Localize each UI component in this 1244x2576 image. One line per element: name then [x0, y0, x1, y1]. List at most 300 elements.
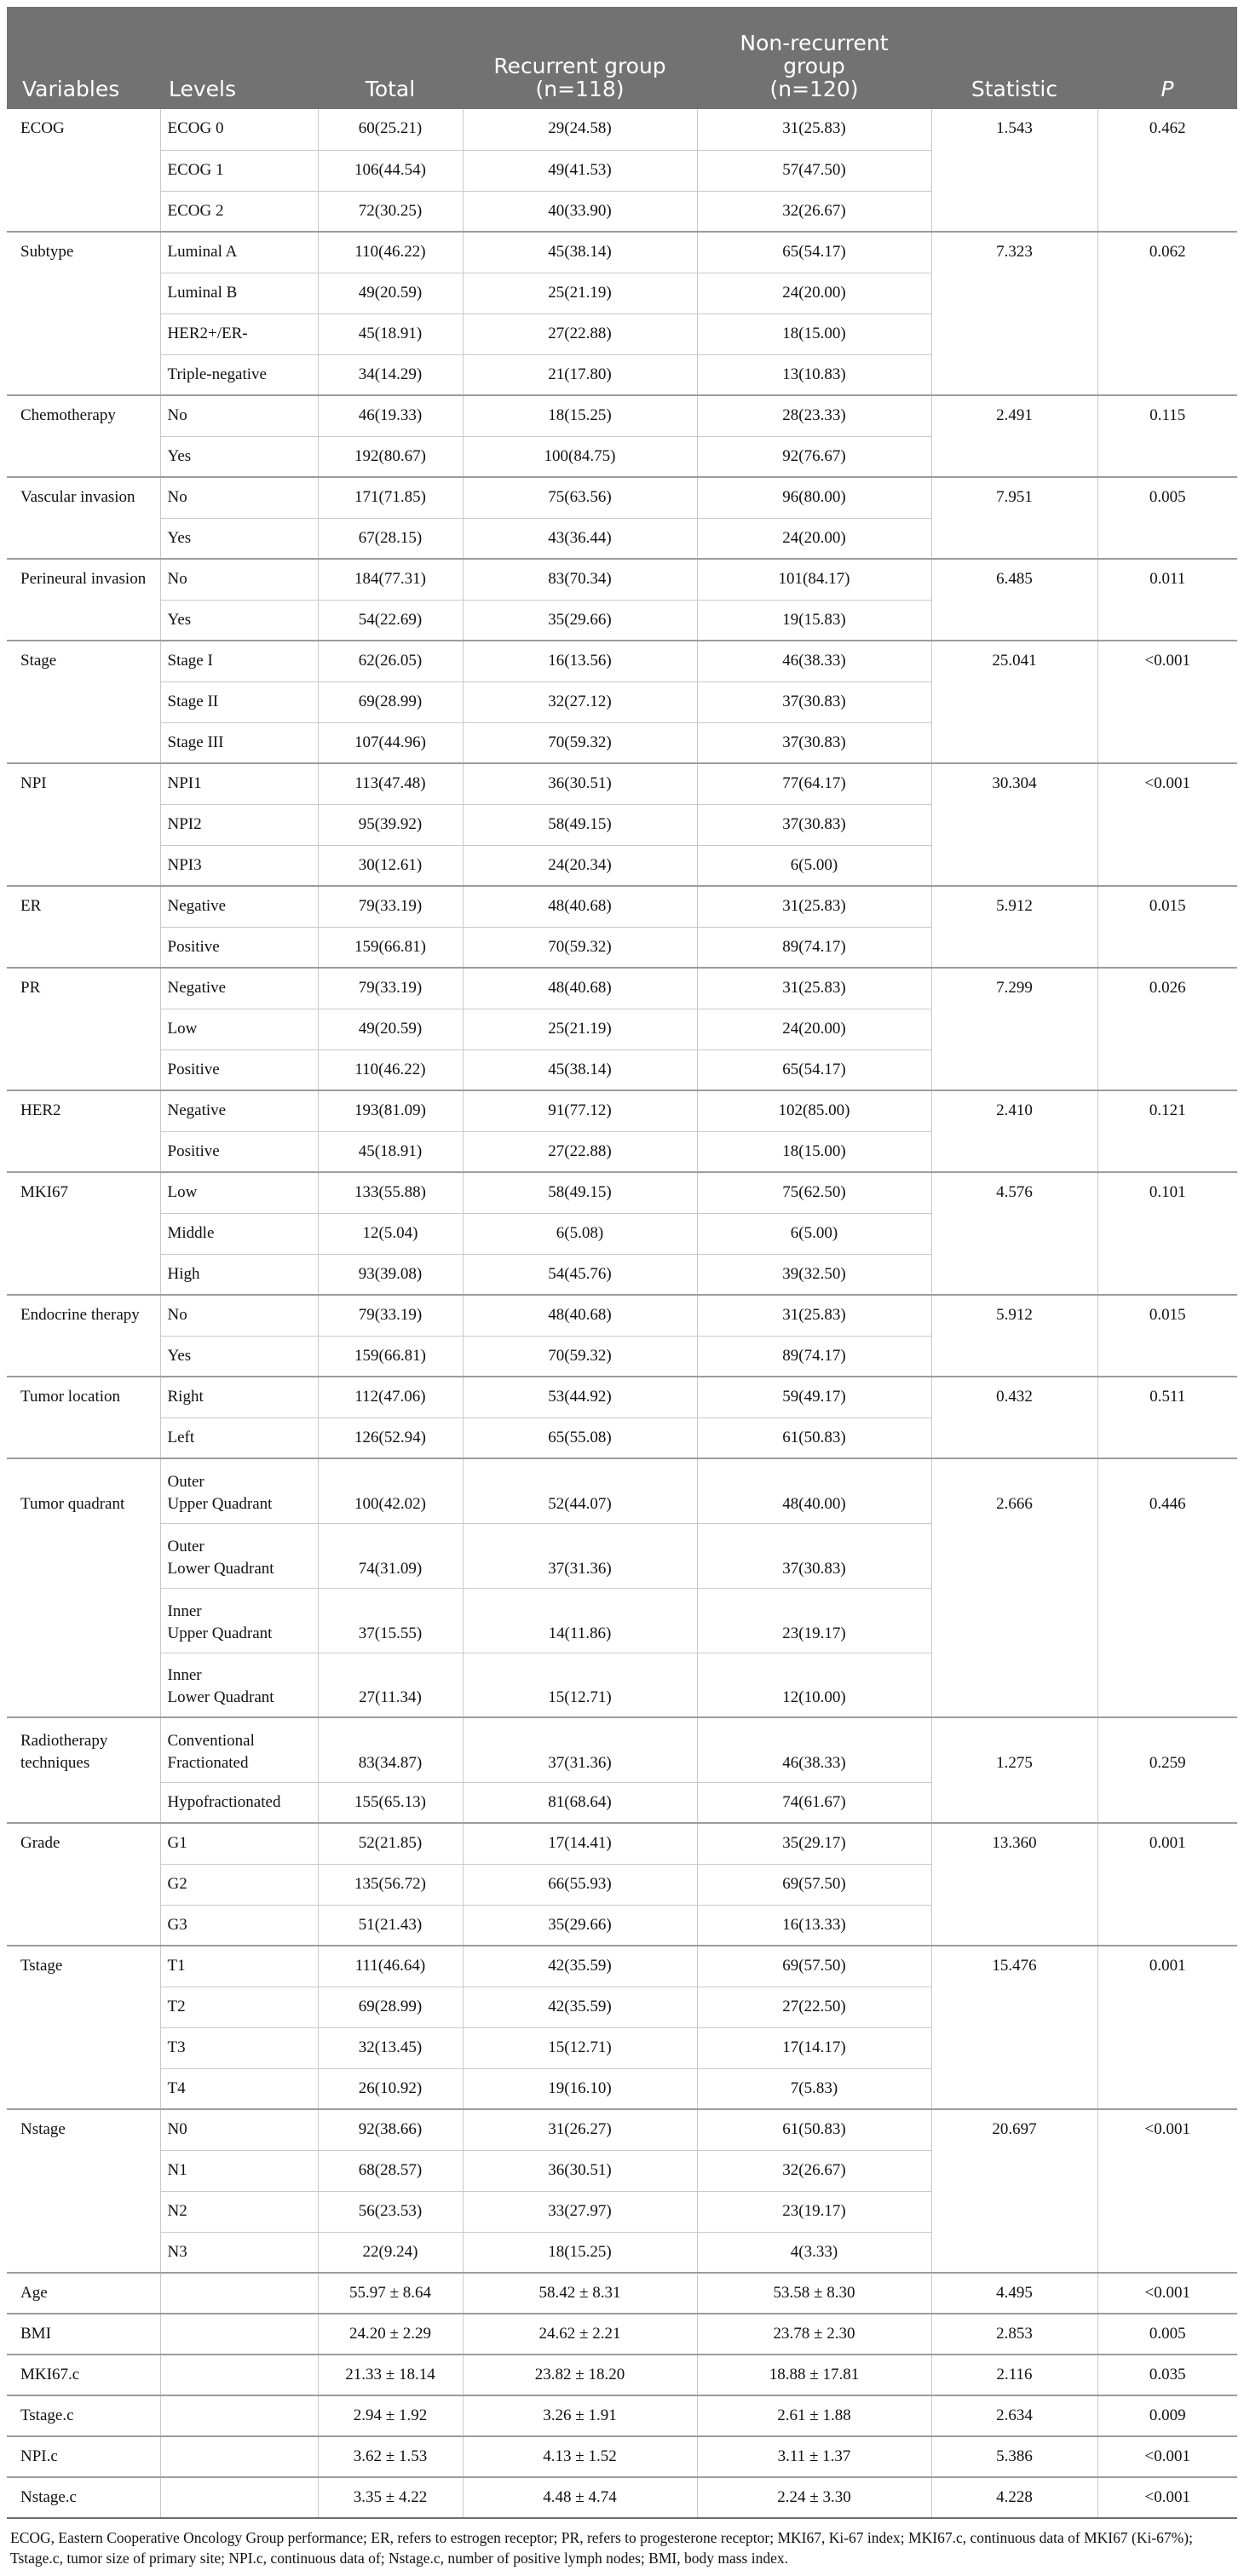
table-footnote: ECOG, Eastern Cooperative Oncology Group performance; ER, refers to estrogen receptor; PR, refers to progesterone receptor; MKI67, Ki-67 index; MKI67.c, continuous data of MKI67 (Ki-67%); Tstage.c, tumor size of primary site; NPI.c, continuous data of; Nstage.c, number of positive lymph nodes; BMI, body mass index.	[10, 2529, 1193, 2567]
statistic-cell	[931, 1049, 1097, 1090]
p-value-cell: 0.035	[1097, 2355, 1237, 2395]
non-recurrent-cell: 13(10.83)	[697, 354, 931, 395]
statistic-cell	[931, 722, 1097, 763]
recurrent-cell: 91(77.12)	[463, 1090, 697, 1131]
non-recurrent-cell: 12(10.00)	[697, 1653, 931, 1717]
total-cell: 27(11.34)	[318, 1653, 463, 1717]
variable-cell	[7, 1336, 160, 1377]
statistic-cell: 5.386	[931, 2436, 1097, 2477]
statistic-cell	[931, 1782, 1097, 1823]
statistic-cell	[931, 1417, 1097, 1458]
p-value-cell	[1097, 2068, 1237, 2109]
table-row	[7, 2273, 1237, 2314]
non-recurrent-cell: 69(57.50)	[697, 1864, 931, 1905]
variable-cell	[7, 600, 160, 641]
level-cell	[160, 2273, 318, 2314]
p-value-cell: 0.011	[1097, 559, 1237, 600]
variable-cell: Stage	[7, 641, 160, 681]
statistic-cell: 13.360	[931, 1823, 1097, 1864]
variable-cell	[7, 2232, 160, 2273]
p-value-cell: 0.015	[1097, 886, 1237, 927]
non-recurrent-cell: 31(25.83)	[697, 1295, 931, 1336]
variable-cell: Nstage.c	[7, 2477, 160, 2518]
p-value-cell	[1097, 436, 1237, 477]
total-cell: 107(44.96)	[318, 722, 463, 763]
level-cell: N3	[160, 2232, 318, 2273]
non-recurrent-cell: 7(5.83)	[697, 2068, 931, 2109]
p-value-cell	[1097, 927, 1237, 968]
p-value-cell: <0.001	[1097, 2477, 1237, 2518]
table-row	[7, 1377, 1237, 1417]
total-cell: 79(33.19)	[318, 886, 463, 927]
recurrent-cell: 27(22.88)	[463, 1131, 697, 1172]
non-recurrent-cell: 6(5.00)	[697, 1213, 931, 1254]
variable-cell	[7, 1131, 160, 1172]
table-row	[7, 2436, 1237, 2477]
p-value-cell	[1097, 273, 1237, 313]
variable-cell: Tstage.c	[7, 2395, 160, 2436]
non-recurrent-cell: 28(23.33)	[697, 395, 931, 436]
total-cell: 32(13.45)	[318, 2027, 463, 2068]
level-cell: G3	[160, 1905, 318, 1946]
level-cell: Outer Upper Quadrant	[160, 1458, 318, 1523]
total-cell: 93(39.08)	[318, 1254, 463, 1295]
table-body	[7, 109, 1237, 2518]
recurrent-cell: 65(55.08)	[463, 1417, 697, 1458]
recurrent-cell: 15(12.71)	[463, 1653, 697, 1717]
statistic-cell	[931, 1213, 1097, 1254]
statistic-cell	[931, 2068, 1097, 2109]
recurrent-cell: 48(40.68)	[463, 1295, 697, 1336]
table-row	[7, 395, 1237, 436]
statistic-cell	[931, 927, 1097, 968]
level-cell: T3	[160, 2027, 318, 2068]
level-cell: T2	[160, 1987, 318, 2027]
table-row	[7, 1946, 1237, 1987]
p-value-cell	[1097, 1987, 1237, 2027]
level-cell	[160, 2395, 318, 2436]
recurrent-cell: 53(44.92)	[463, 1377, 697, 1417]
statistic-cell: 0.432	[931, 1377, 1097, 1417]
p-value-cell: <0.001	[1097, 763, 1237, 804]
statistic-cell: 7.299	[931, 968, 1097, 1009]
recurrent-cell: 35(29.66)	[463, 1905, 697, 1946]
variable-cell	[7, 2068, 160, 2109]
total-cell: 69(28.99)	[318, 1987, 463, 2027]
recurrent-cell: 58.42 ± 8.31	[463, 2273, 697, 2314]
table-row	[7, 1090, 1237, 1131]
variable-cell	[7, 436, 160, 477]
variable-cell: Chemotherapy	[7, 395, 160, 436]
total-cell: 68(28.57)	[318, 2150, 463, 2191]
table-row	[7, 968, 1237, 1009]
level-cell: N2	[160, 2191, 318, 2232]
total-cell: 3.62 ± 1.53	[318, 2436, 463, 2477]
recurrent-cell: 25(21.19)	[463, 1009, 697, 1049]
p-value-cell	[1097, 1653, 1237, 1717]
variable-cell: Endocrine therapy	[7, 1295, 160, 1336]
table-row	[7, 109, 1237, 150]
statistic-cell	[931, 150, 1097, 191]
total-cell: 60(25.21)	[318, 109, 463, 150]
recurrent-cell: 45(38.14)	[463, 1049, 697, 1090]
level-cell: Luminal A	[160, 232, 318, 273]
recurrent-cell: 100(84.75)	[463, 436, 697, 477]
level-cell: NPI1	[160, 763, 318, 804]
p-value-cell	[1097, 1131, 1237, 1172]
table-row	[7, 232, 1237, 273]
total-cell: 37(15.55)	[318, 1588, 463, 1653]
level-cell: Yes	[160, 436, 318, 477]
level-cell: No	[160, 477, 318, 518]
variable-cell: Vascular invasion	[7, 477, 160, 518]
level-cell	[160, 2477, 318, 2518]
variable-cell	[7, 150, 160, 191]
total-cell: 24.20 ± 2.29	[318, 2314, 463, 2355]
non-recurrent-cell: 24(20.00)	[697, 1009, 931, 1049]
recurrent-cell: 45(38.14)	[463, 232, 697, 273]
variable-cell	[7, 681, 160, 722]
variable-cell: Age	[7, 2273, 160, 2314]
p-value-cell	[1097, 1905, 1237, 1946]
non-recurrent-cell: 46(38.33)	[697, 1717, 931, 1782]
non-recurrent-cell: 23(19.17)	[697, 2191, 931, 2232]
statistic-cell: 2.853	[931, 2314, 1097, 2355]
statistic-cell	[931, 1864, 1097, 1905]
statistic-cell: 15.476	[931, 1946, 1097, 1987]
total-cell: 21.33 ± 18.14	[318, 2355, 463, 2395]
non-recurrent-cell: 16(13.33)	[697, 1905, 931, 1946]
table-row	[7, 2395, 1237, 2436]
header-statistic: Statistic	[931, 7, 1097, 109]
table-row	[7, 1458, 1237, 1523]
table-container	[7, 7, 1237, 2568]
level-cell: T4	[160, 2068, 318, 2109]
total-cell: 79(33.19)	[318, 1295, 463, 1336]
total-cell: 67(28.15)	[318, 518, 463, 559]
non-recurrent-cell: 39(32.50)	[697, 1254, 931, 1295]
p-value-cell: 0.446	[1097, 1458, 1237, 1523]
table-row	[7, 600, 1237, 641]
variable-cell	[7, 1213, 160, 1254]
statistic-cell: 2.634	[931, 2395, 1097, 2436]
header-recurrent-group: Recurrent group (n=118)	[463, 7, 697, 109]
variable-cell: Tstage	[7, 1946, 160, 1987]
total-cell: 51(21.43)	[318, 1905, 463, 1946]
recurrent-cell: 18(15.25)	[463, 2232, 697, 2273]
non-recurrent-cell: 65(54.17)	[697, 1049, 931, 1090]
statistic-cell: 25.041	[931, 641, 1097, 681]
recurrent-cell: 42(35.59)	[463, 1987, 697, 2027]
statistic-cell: 2.410	[931, 1090, 1097, 1131]
recurrent-cell: 70(59.32)	[463, 722, 697, 763]
table-row	[7, 1254, 1237, 1295]
recurrent-cell: 24.62 ± 2.21	[463, 2314, 697, 2355]
variable-cell: Grade	[7, 1823, 160, 1864]
level-cell: Conventional Fractionated	[160, 1717, 318, 1782]
table-row	[7, 1653, 1237, 1717]
p-value-cell	[1097, 1336, 1237, 1377]
total-cell: 3.35 ± 4.22	[318, 2477, 463, 2518]
level-cell: G1	[160, 1823, 318, 1864]
non-recurrent-cell: 23.78 ± 2.30	[697, 2314, 931, 2355]
variable-cell: ER	[7, 886, 160, 927]
recurrent-cell: 18(15.25)	[463, 395, 697, 436]
non-recurrent-cell: 31(25.83)	[697, 109, 931, 150]
recurrent-cell: 15(12.71)	[463, 2027, 697, 2068]
level-cell: N0	[160, 2109, 318, 2150]
recurrent-cell: 58(49.15)	[463, 1172, 697, 1213]
recurrent-cell: 40(33.90)	[463, 191, 697, 232]
statistic-cell	[931, 354, 1097, 395]
statistic-cell	[931, 1653, 1097, 1717]
header-non-recurrent-group: Non-recurrent group (n=120)	[697, 7, 931, 109]
non-recurrent-cell: 37(30.83)	[697, 681, 931, 722]
total-cell: 72(30.25)	[318, 191, 463, 232]
non-recurrent-cell: 37(30.83)	[697, 804, 931, 845]
recurrent-cell: 66(55.93)	[463, 1864, 697, 1905]
statistic-cell	[931, 1009, 1097, 1049]
p-value-cell	[1097, 191, 1237, 232]
total-cell: 193(81.09)	[318, 1090, 463, 1131]
total-cell: 49(20.59)	[318, 273, 463, 313]
total-cell: 55.97 ± 8.64	[318, 2273, 463, 2314]
non-recurrent-cell: 24(20.00)	[697, 273, 931, 313]
table-row	[7, 477, 1237, 518]
table-row	[7, 1213, 1237, 1254]
level-cell: Positive	[160, 1131, 318, 1172]
variable-cell: ECOG	[7, 109, 160, 150]
non-recurrent-cell: 53.58 ± 8.30	[697, 2273, 931, 2314]
total-cell: 111(46.64)	[318, 1946, 463, 1987]
table-row	[7, 313, 1237, 354]
variable-cell	[7, 2027, 160, 2068]
variable-cell: BMI	[7, 2314, 160, 2355]
recurrent-cell: 42(35.59)	[463, 1946, 697, 1987]
table-row	[7, 1131, 1237, 1172]
recurrent-cell: 48(40.68)	[463, 886, 697, 927]
total-cell: 100(42.02)	[318, 1458, 463, 1523]
recurrent-cell: 32(27.12)	[463, 681, 697, 722]
level-cell: Triple-negative	[160, 354, 318, 395]
total-cell: 159(66.81)	[318, 1336, 463, 1377]
non-recurrent-cell: 18.88 ± 17.81	[697, 2355, 931, 2395]
p-value-cell	[1097, 2232, 1237, 2273]
recurrent-cell: 75(63.56)	[463, 477, 697, 518]
total-cell: 34(14.29)	[318, 354, 463, 395]
variable-cell	[7, 1987, 160, 2027]
table-row	[7, 2232, 1237, 2273]
p-value-cell	[1097, 1049, 1237, 1090]
statistic-cell: 5.912	[931, 1295, 1097, 1336]
non-recurrent-cell: 69(57.50)	[697, 1946, 931, 1987]
total-cell: 133(55.88)	[318, 1172, 463, 1213]
p-value-cell: <0.001	[1097, 2436, 1237, 2477]
table-row	[7, 2477, 1237, 2518]
total-cell: 159(66.81)	[318, 927, 463, 968]
variable-cell: NPI.c	[7, 2436, 160, 2477]
p-value-cell	[1097, 518, 1237, 559]
level-cell: No	[160, 1295, 318, 1336]
table-row	[7, 1987, 1237, 2027]
total-cell: 52(21.85)	[318, 1823, 463, 1864]
total-cell: 54(22.69)	[318, 600, 463, 641]
statistic-cell	[931, 1336, 1097, 1377]
recurrent-cell: 24(20.34)	[463, 845, 697, 886]
variable-cell	[7, 1417, 160, 1458]
total-cell: 171(71.85)	[318, 477, 463, 518]
p-value-cell: 0.005	[1097, 477, 1237, 518]
level-cell: Negative	[160, 1090, 318, 1131]
variable-cell: Radiotherapy techniques	[7, 1717, 160, 1782]
total-cell: 155(65.13)	[318, 1782, 463, 1823]
total-cell: 49(20.59)	[318, 1009, 463, 1049]
level-cell: T1	[160, 1946, 318, 1987]
statistic-cell	[931, 273, 1097, 313]
variable-cell	[7, 1009, 160, 1049]
recurrent-cell: 37(31.36)	[463, 1717, 697, 1782]
table-row	[7, 681, 1237, 722]
statistic-cell	[931, 804, 1097, 845]
variable-cell: Perineural invasion	[7, 559, 160, 600]
statistic-cell	[931, 436, 1097, 477]
p-value-cell	[1097, 354, 1237, 395]
total-cell: 110(46.22)	[318, 232, 463, 273]
total-cell: 126(52.94)	[318, 1417, 463, 1458]
p-value-cell	[1097, 2191, 1237, 2232]
table-row	[7, 1588, 1237, 1653]
table-row	[7, 436, 1237, 477]
variable-cell	[7, 2150, 160, 2191]
statistic-cell	[931, 2027, 1097, 2068]
level-cell: No	[160, 395, 318, 436]
total-cell: 112(47.06)	[318, 1377, 463, 1417]
recurrent-cell: 33(27.97)	[463, 2191, 697, 2232]
table-header	[7, 7, 1237, 109]
table-row	[7, 2150, 1237, 2191]
header-total: Total	[318, 7, 463, 109]
non-recurrent-cell: 23(19.17)	[697, 1588, 931, 1653]
table-row	[7, 845, 1237, 886]
p-value-cell: 0.005	[1097, 2314, 1237, 2355]
level-cell: HER2+/ER-	[160, 313, 318, 354]
non-recurrent-cell: 89(74.17)	[697, 1336, 931, 1377]
p-value-cell	[1097, 1782, 1237, 1823]
recurrent-cell: 25(21.19)	[463, 273, 697, 313]
total-cell: 56(23.53)	[318, 2191, 463, 2232]
total-cell: 26(10.92)	[318, 2068, 463, 2109]
level-cell: Luminal B	[160, 273, 318, 313]
table-row	[7, 1523, 1237, 1588]
statistic-cell	[931, 1131, 1097, 1172]
variable-cell	[7, 927, 160, 968]
total-cell: 46(19.33)	[318, 395, 463, 436]
recurrent-cell: 31(26.27)	[463, 2109, 697, 2150]
recurrent-cell: 17(14.41)	[463, 1823, 697, 1864]
non-recurrent-cell: 57(47.50)	[697, 150, 931, 191]
level-cell: Yes	[160, 1336, 318, 1377]
level-cell: Negative	[160, 968, 318, 1009]
statistic-cell: 7.323	[931, 232, 1097, 273]
non-recurrent-cell: 37(30.83)	[697, 1523, 931, 1588]
level-cell	[160, 2436, 318, 2477]
table-row	[7, 1417, 1237, 1458]
table-row	[7, 150, 1237, 191]
non-recurrent-cell: 32(26.67)	[697, 2150, 931, 2191]
non-recurrent-cell: 18(15.00)	[697, 1131, 931, 1172]
statistic-cell	[931, 191, 1097, 232]
level-cell: Positive	[160, 1049, 318, 1090]
p-value-cell	[1097, 804, 1237, 845]
variable-cell: NPI	[7, 763, 160, 804]
statistic-cell: 1.275	[931, 1717, 1097, 1782]
variable-cell	[7, 1049, 160, 1090]
non-recurrent-cell: 32(26.67)	[697, 191, 931, 232]
statistic-cell	[931, 313, 1097, 354]
total-cell: 12(5.04)	[318, 1213, 463, 1254]
table-row	[7, 1717, 1237, 1782]
non-recurrent-cell: 46(38.33)	[697, 641, 931, 681]
table-row	[7, 927, 1237, 968]
p-value-cell	[1097, 1417, 1237, 1458]
p-value-cell: 0.001	[1097, 1823, 1237, 1864]
level-cell	[160, 2314, 318, 2355]
recurrent-cell: 29(24.58)	[463, 109, 697, 150]
p-value-cell: 0.026	[1097, 968, 1237, 1009]
recurrent-cell: 70(59.32)	[463, 927, 697, 968]
p-value-cell	[1097, 681, 1237, 722]
p-value-cell	[1097, 845, 1237, 886]
variable-cell: Subtype	[7, 232, 160, 273]
p-value-cell: <0.001	[1097, 641, 1237, 681]
statistic-cell	[931, 600, 1097, 641]
table-row	[7, 886, 1237, 927]
statistic-cell: 2.116	[931, 2355, 1097, 2395]
recurrent-cell: 23.82 ± 18.20	[463, 2355, 697, 2395]
total-cell: 106(44.54)	[318, 150, 463, 191]
recurrent-cell: 70(59.32)	[463, 1336, 697, 1377]
recurrent-cell: 4.48 ± 4.74	[463, 2477, 697, 2518]
variable-cell	[7, 722, 160, 763]
non-recurrent-cell: 101(84.17)	[697, 559, 931, 600]
variable-cell	[7, 1653, 160, 1717]
table-row	[7, 2068, 1237, 2109]
total-cell: 184(77.31)	[318, 559, 463, 600]
level-cell: ECOG 2	[160, 191, 318, 232]
recurrent-cell: 36(30.51)	[463, 2150, 697, 2191]
statistic-cell	[931, 1987, 1097, 2027]
table-row	[7, 722, 1237, 763]
recurrent-cell: 37(31.36)	[463, 1523, 697, 1588]
statistic-cell	[931, 2191, 1097, 2232]
recurrent-cell: 4.13 ± 1.52	[463, 2436, 697, 2477]
table-row	[7, 354, 1237, 395]
total-cell: 2.94 ± 1.92	[318, 2395, 463, 2436]
p-value-cell: 0.121	[1097, 1090, 1237, 1131]
table-row	[7, 191, 1237, 232]
p-value-cell: 0.462	[1149, 119, 1186, 137]
statistic-cell	[931, 1523, 1097, 1588]
statistic-cell	[931, 1254, 1097, 1295]
statistic-cell: 5.912	[931, 886, 1097, 927]
recurrent-cell: 49(41.53)	[463, 150, 697, 191]
non-recurrent-cell: 48(40.00)	[697, 1458, 931, 1523]
table-row	[7, 1823, 1237, 1864]
p-value-cell: 0.259	[1097, 1717, 1237, 1782]
p-value-cell	[1097, 1864, 1237, 1905]
non-recurrent-cell: 65(54.17)	[697, 232, 931, 273]
statistic-cell	[931, 2232, 1097, 2273]
